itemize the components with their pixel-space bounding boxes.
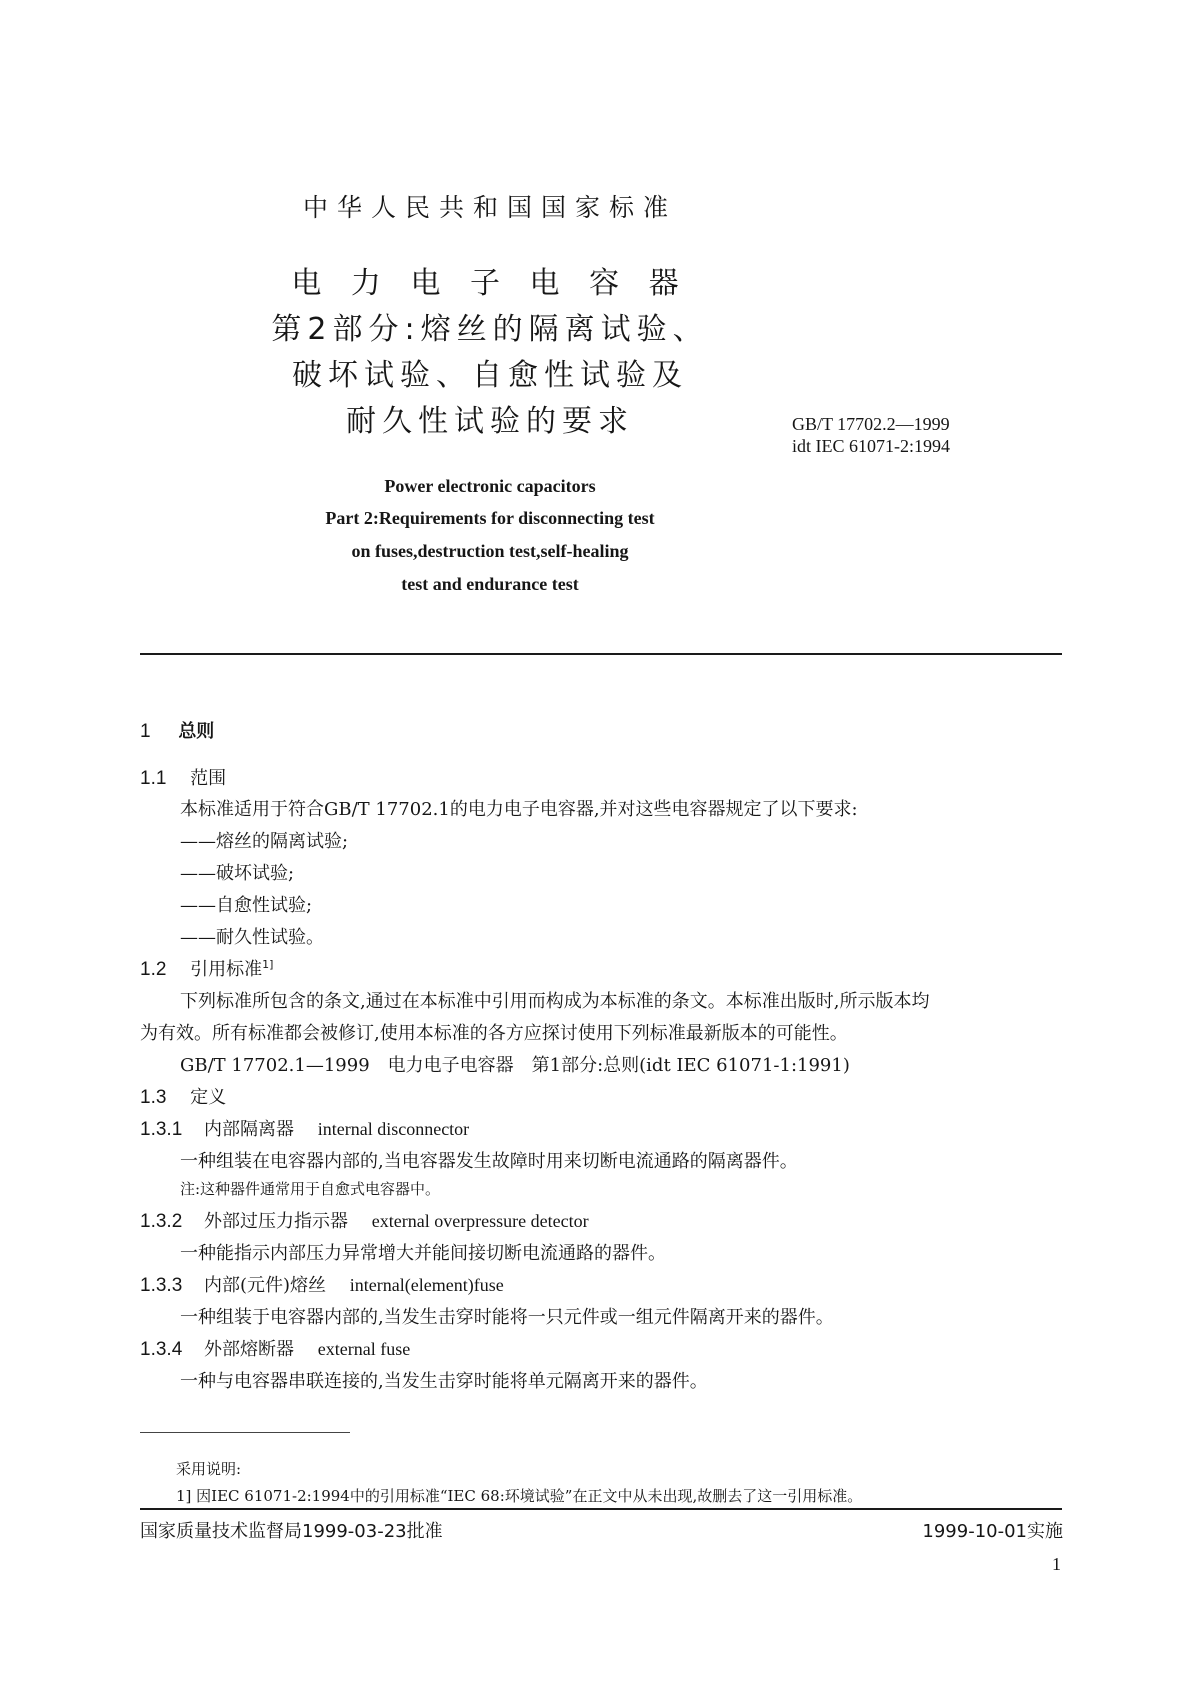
scope-item: ——自愈性试验; [180,895,313,916]
page-number: 1 [1052,1554,1061,1574]
national-standard-title: 中华人民共和国国家标准 [302,193,677,222]
section-1-3-heading [140,1083,226,1109]
references-paragraph-line-1: 下列标准所包含的条文,通过在本标准中引用而构成为本标准的条文。本标准出版时,所示版本均 [180,991,930,1012]
section-title: 范围 [190,768,227,789]
definition-heading [140,1115,469,1141]
cn-title-line-2: 第2部分:熔丝的隔离试验、 [271,312,709,347]
references-paragraph-line-2: 为有效。所有标准都会被修订,使用本标准的各方应探讨使用下列标准最新版本的可能性。 [140,1023,848,1044]
definition-note: 注:这种器件通常用于自愈式电容器中。 [180,1180,441,1198]
definition-term-en: internal(element)fuse [349,1275,504,1295]
footer-divider [140,1508,1062,1510]
footnote-ref[interactable]: 1] [262,958,274,971]
definition-heading [140,1207,589,1233]
definition-number: 1.3.4 [140,1339,183,1360]
en-title-line-3: on fuses,destruction test,self-healing [351,541,629,561]
header-divider [140,653,1062,655]
scope-item: ——耐久性试验。 [180,927,324,948]
definition-text: 一种能指示内部压力异常增大并能间接切断电流通路的器件。 [180,1243,666,1264]
definition-term: 外部过压力指示器 [204,1211,348,1232]
standard-code: GB/T 17702.2—1999 [792,414,950,434]
definition-text: 一种组装在电容器内部的,当电容器发生故障时用来切断电流通路的隔离器件。 [180,1151,798,1172]
definition-term: 内部(元件)熔丝 [204,1275,327,1296]
en-title-line-1: Power electronic capacitors [384,476,596,496]
cn-title-line-4: 耐久性试验的要求 [346,404,634,439]
section-title: 引用标准 [190,959,263,980]
scope-text: 本标准适用于符合GB/T 17702.1的电力电子电容器,并对这些电容器规定了以下要求: [180,799,858,820]
scope-item: ——破坏试验; [180,863,295,884]
reference-entry: GB/T 17702.1—1999 电力电子电容器 第1部分:总则(idt IEC 61071-1:1991) [180,1055,850,1076]
definition-text: 一种组装于电容器内部的,当发生击穿时能将一只元件或一组元件隔离开来的器件。 [180,1307,834,1328]
section-1-heading [140,717,214,743]
approval-line: 国家质量技术监督局1999-03-23批准 [140,1521,443,1542]
definition-term-en: external fuse [317,1339,411,1359]
footnote-label: 采用说明: [176,1460,242,1478]
definition-heading [140,1271,504,1297]
scope-item: ——熔丝的隔离试验; [180,831,349,852]
standard-idt: idt IEC 61071-2:1994 [792,436,950,456]
cn-title-line-3: 破坏试验、自愈性试验及 [292,358,688,393]
definition-text: 一种与电容器串联连接的,当发生击穿时能将单元隔离开来的器件。 [180,1371,708,1392]
definition-heading [140,1335,410,1361]
section-1-2-heading [140,955,273,981]
footnote-divider [140,1432,350,1433]
definition-term-en: internal disconnector [317,1119,470,1139]
section-title: 总则 [178,721,215,742]
section-number: 1 [140,721,151,742]
definition-number: 1.3.1 [140,1119,183,1140]
section-number: 1.1 [140,768,167,789]
implementation-date: 1999-10-01实施 [922,1521,1063,1542]
definition-number: 1.3.2 [140,1211,183,1232]
section-title: 定义 [190,1087,227,1108]
section-number: 1.2 [140,959,167,980]
section-number: 1.3 [140,1087,167,1108]
en-title-line-2: Part 2:Requirements for disconnecting test [325,508,655,528]
definition-term: 内部隔离器 [204,1119,294,1140]
definition-number: 1.3.3 [140,1275,183,1296]
en-title-line-4: test and endurance test [401,574,579,594]
footnote-text: 1] 因IEC 61071-2:1994中的引用标准“IEC 68:环境试验”在正文中从未出现,故删去了这一引用标准。 [176,1487,863,1505]
definition-term-en: external overpressure detector [371,1211,589,1231]
cn-title-line-1: 电 力 电 子 电 容 器 [291,266,689,301]
section-1-1-heading [140,764,226,790]
definition-term: 外部熔断器 [204,1339,294,1360]
